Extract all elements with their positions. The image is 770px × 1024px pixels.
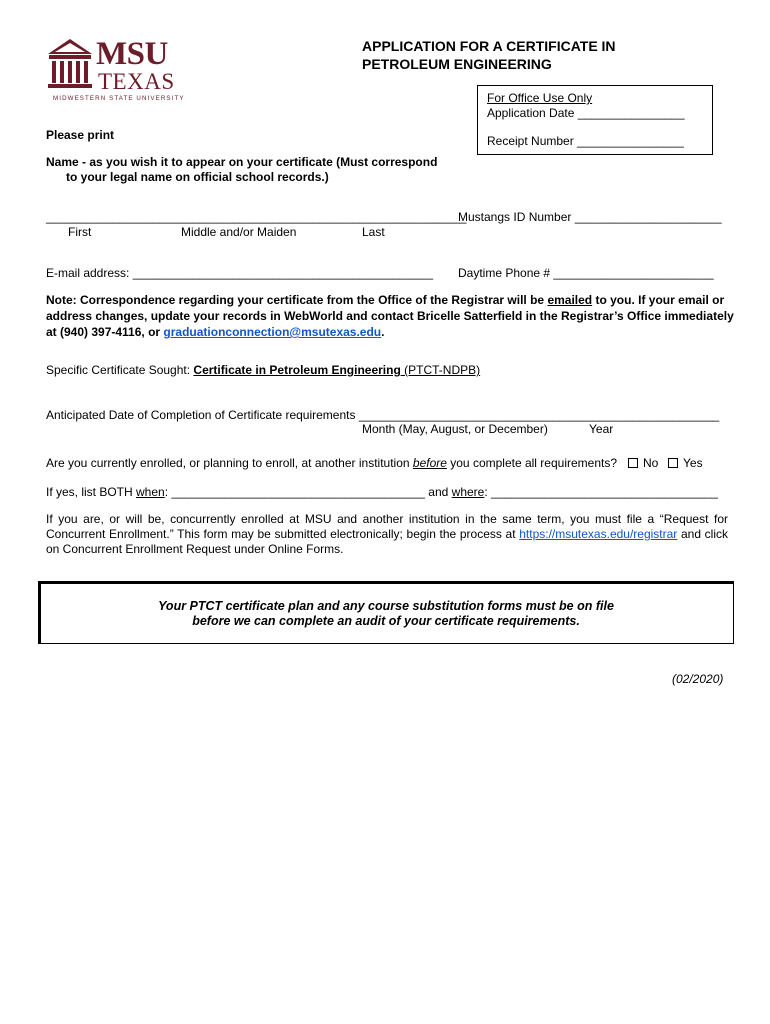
yes-checkbox[interactable] xyxy=(668,458,678,468)
note-text-2: to you. If your email or address changes, update your records in WebWorld and contact Bricelle Satterfield in the Registrar’s Office immediately at (940) 397-4116, or xyxy=(46,293,734,339)
note-text-3: . xyxy=(381,325,385,339)
yes-label: Yes xyxy=(683,456,703,470)
first-name-label: First xyxy=(68,225,92,239)
certificate-name: Certificate in Petroleum Engineering xyxy=(193,363,401,377)
completion-date-field[interactable]: Anticipated Date of Completion of Certificate requirements ______________________________________________________ xyxy=(46,408,720,422)
certificate-plan-notice xyxy=(38,581,734,644)
enrolled-text-1: Are you currently enrolled, or planning to enroll, at another institution xyxy=(46,456,413,470)
certificate-sought-label: Specific Certificate Sought: xyxy=(46,363,194,377)
certificate-code: (PTCT-NDPB) xyxy=(400,363,481,377)
enrolled-question xyxy=(46,456,617,470)
form-title-line1: APPLICATION FOR A CERTIFICATE IN xyxy=(362,38,616,54)
msu-texas-logo xyxy=(46,36,191,106)
mustangs-id-field[interactable]: Mustangs ID Number ______________________ xyxy=(458,210,722,224)
concurrent-text-1: If you are, or will be, concurrently enrolled at MSU and another institution in the same term, you must file a “Request for Concurrent Enrollment.” This form may be submitted electronically; begin the process at xyxy=(46,512,728,541)
if-yes-fields[interactable] xyxy=(46,485,718,499)
note-text-1: Note: Correspondence regarding your certificate from the Office of the Registrar will be xyxy=(46,293,548,307)
if-yes-text-1: If yes, list BOTH xyxy=(46,485,137,499)
enrolled-text-2: you complete all requirements? xyxy=(446,456,618,470)
logo-university-text: MIDWESTERN STATE UNIVERSITY xyxy=(53,95,185,102)
last-name-label: Last xyxy=(362,225,385,239)
form-title xyxy=(362,37,616,73)
concurrent-text-2: and click on Concurrent Enrollment Request under Online Forms. xyxy=(46,527,728,556)
notice-line1: Your PTCT certificate plan and any course substitution forms must be on file xyxy=(158,599,614,613)
no-checkbox[interactable] xyxy=(628,458,638,468)
completion-year-label: Year xyxy=(589,422,614,436)
logo-texas-text: TEXAS xyxy=(98,69,175,94)
no-label: No xyxy=(643,456,659,470)
revision-date: (02/2020) xyxy=(672,672,724,686)
certificate-sought xyxy=(46,363,480,377)
notice-line2: before we can complete an audit of your certificate requirements. xyxy=(192,614,580,628)
name-field[interactable]: _______________________________________________________________ xyxy=(46,210,467,224)
correspondence-note xyxy=(46,292,736,340)
application-date-field: Application Date ________________ xyxy=(487,106,685,120)
no-option[interactable] xyxy=(628,456,658,470)
name-instruction xyxy=(46,155,437,185)
form-title-line2: PETROLEUM ENGINEERING xyxy=(362,56,552,72)
note-emailed: emailed xyxy=(547,293,593,307)
enrolled-before: before xyxy=(412,456,447,470)
if-yes-text-2: : ______________________________________ and xyxy=(164,485,452,499)
completion-month-label: Month (May, August, or December) xyxy=(362,422,548,436)
daytime-phone-field[interactable]: Daytime Phone # ________________________ xyxy=(458,266,714,280)
middle-name-label: Middle and/or Maiden xyxy=(181,225,297,239)
yes-option[interactable] xyxy=(668,456,703,470)
office-use-heading: For Office Use Only xyxy=(487,91,593,105)
building-icon xyxy=(46,36,94,92)
name-instruction-line2: to your legal name on official school records.) xyxy=(66,170,329,184)
email-field[interactable]: E-mail address: _____________________________________________ xyxy=(46,266,434,280)
please-print-label: Please print xyxy=(46,128,115,142)
if-yes-where: where xyxy=(451,485,485,499)
logo-msu-text: MSU xyxy=(96,36,168,72)
graduation-email-link[interactable]: graduationconnection@msutexas.edu xyxy=(163,325,382,339)
office-use-box xyxy=(477,85,713,155)
if-yes-when: when xyxy=(136,485,165,499)
if-yes-text-3: : __________________________________ xyxy=(484,485,718,499)
name-instruction-line1: Name - as you wish it to appear on your certificate (Must correspond xyxy=(46,155,438,169)
registrar-link[interactable]: https://msutexas.edu/registrar xyxy=(519,527,678,541)
concurrent-enrollment-info xyxy=(46,512,728,557)
receipt-number-field: Receipt Number ________________ xyxy=(487,134,684,148)
